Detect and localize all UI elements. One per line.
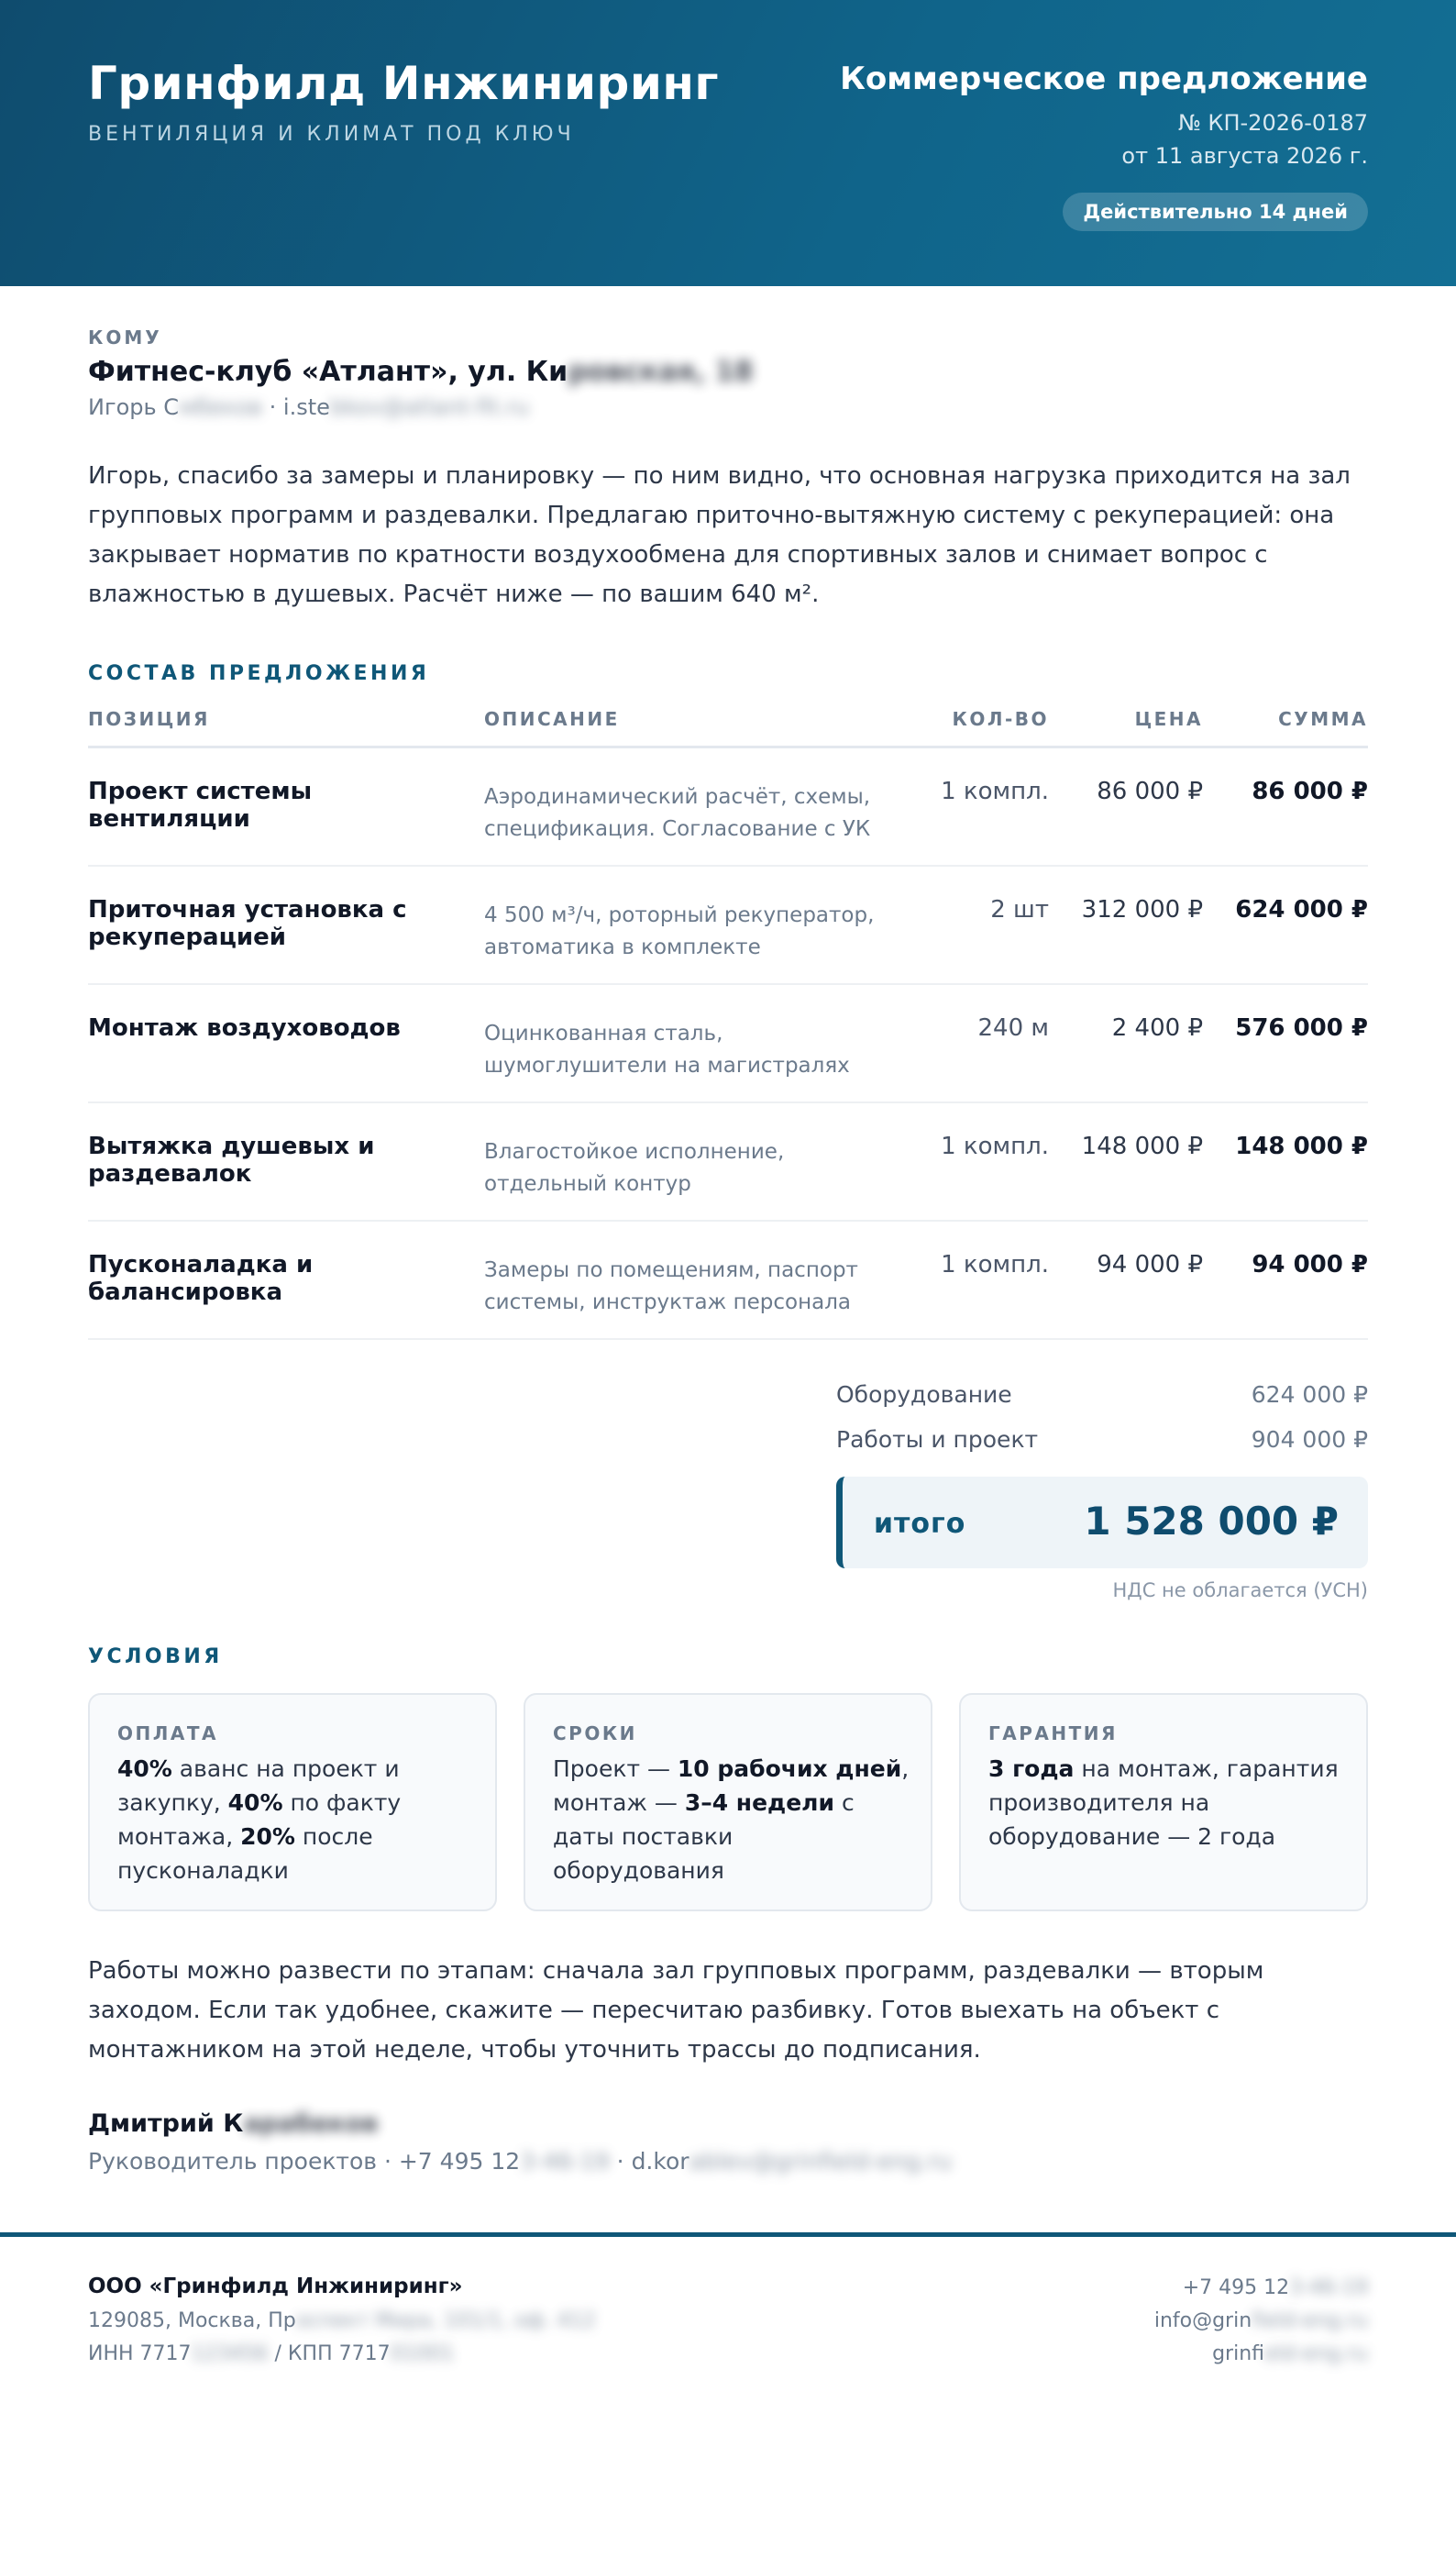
document-number: № КП-2026-0187 xyxy=(1177,110,1368,136)
footer-company: ООО «Гринфилд Инжиниринг» xyxy=(88,2275,463,2298)
redacted-text: арабеков xyxy=(243,2109,379,2138)
grand-total xyxy=(836,1477,1368,1568)
terms-section-title: УСЛОВИЯ xyxy=(88,1645,223,1668)
signer-role: Руководитель проектов xyxy=(88,2148,378,2175)
document-date: от 11 августа 2026 г. xyxy=(1121,143,1368,169)
document-header xyxy=(0,0,1456,286)
footer-email[interactable]: info@grinfield-eng.ru xyxy=(1153,2309,1368,2332)
redacted-text: 3-46-19 xyxy=(520,2148,610,2175)
row-description: Аэродинамический расчёт, схемы, спецификация. Согласование с УК xyxy=(484,785,871,841)
footer-phone[interactable]: +7 495 123-46-19 xyxy=(1182,2276,1368,2299)
redacted-text: ровская, 18 xyxy=(568,356,754,388)
redacted-text: field-eng.ru xyxy=(1252,2309,1368,2332)
recipient-label: КОМУ xyxy=(88,327,162,349)
row-qty: 1 компл. xyxy=(941,1251,1049,1278)
column-header-description: ОПИСАНИЕ xyxy=(484,708,620,730)
terms-card-warranty xyxy=(959,1693,1368,1911)
timing-label: СРОКИ xyxy=(553,1722,637,1744)
footer-divider xyxy=(0,2232,1456,2237)
subtotal-works-value: 904 000 ₽ xyxy=(1251,1426,1368,1453)
redacted-text: ablev@grinfield-eng.ru xyxy=(689,2148,952,2175)
validity-badge: Действительно 14 дней xyxy=(1063,193,1368,231)
row-qty: 1 компл. xyxy=(941,778,1049,805)
row-sum: 148 000 ₽ xyxy=(1235,1133,1368,1160)
footer-address: 129085, Москва, Проспект Мира, 101/1, оф. 412 xyxy=(88,2309,596,2332)
signer-phone[interactable]: +7 495 12 xyxy=(398,2148,521,2175)
column-header-price: ЦЕНА xyxy=(1134,708,1203,730)
warranty-label: ГАРАНТИЯ xyxy=(988,1722,1118,1744)
row-sum: 576 000 ₽ xyxy=(1235,1014,1368,1042)
row-description: 4 500 м³/ч, роторный рекуператор, автоматика в комплекте xyxy=(484,903,875,959)
row-item: Проект системы вентиляции xyxy=(88,778,313,833)
signer-email[interactable]: d.kor xyxy=(631,2148,689,2175)
subtotal-equipment-value: 624 000 ₽ xyxy=(1251,1381,1368,1408)
row-description: Замеры по помещениям, паспорт системы, инструктаж персонала xyxy=(484,1258,858,1314)
recipient-email[interactable]: i.ste xyxy=(282,394,330,420)
recipient-contact: Игорь Смбеков · i.stebkov@atlant-fit.ru xyxy=(88,394,530,420)
redacted-text: оспект Мира, 101/1, оф. 412 xyxy=(295,2309,596,2332)
offer-section-title: СОСТАВ ПРЕДЛОЖЕНИЯ xyxy=(88,662,430,685)
redacted-text: мбеков xyxy=(179,394,263,420)
row-price: 148 000 ₽ xyxy=(1081,1133,1203,1160)
row-qty: 2 шт xyxy=(990,896,1049,924)
redacted-text: 3-46-19 xyxy=(1289,2276,1368,2299)
row-sum: 86 000 ₽ xyxy=(1252,778,1368,805)
row-price: 2 400 ₽ xyxy=(1111,1014,1203,1042)
column-header-sum: СУММА xyxy=(1278,708,1368,730)
row-item: Монтаж воздуховодов xyxy=(88,1014,401,1042)
terms-card-payment xyxy=(88,1693,497,1911)
document-title: Коммерческое предложение xyxy=(840,61,1368,97)
payment-text: 40% аванс на проект и закупку, 40% по факту монтажа, 20% после пусконаладки xyxy=(117,1755,402,1884)
row-qty: 1 компл. xyxy=(941,1133,1049,1160)
terms-card-timing xyxy=(524,1693,932,1911)
row-price: 86 000 ₽ xyxy=(1097,778,1203,805)
row-item: Приточная установка с рекуперацией xyxy=(88,896,407,951)
row-price: 312 000 ₽ xyxy=(1081,896,1203,924)
grand-total-value: 1 528 000 ₽ xyxy=(1084,1499,1339,1544)
signer-name: Дмитрий Карабеков xyxy=(88,2109,379,2138)
row-description: Оцинкованная сталь, шумоглушители на магистралях xyxy=(484,1022,850,1078)
table-header xyxy=(88,704,1368,748)
footer-inn-kpp: ИНН 7717123456 / КПП 771701001 xyxy=(88,2342,455,2365)
timing-text: Проект — 10 рабочих дней, монтаж — 3–4 недели с даты поставки оборудования xyxy=(553,1755,910,1884)
row-description: Влагостойкое исполнение, отдельный контур xyxy=(484,1140,785,1196)
column-header-qty: КОЛ-ВО xyxy=(952,708,1049,730)
row-qty: 240 м xyxy=(977,1014,1049,1042)
row-item: Пусконаладка и балансировка xyxy=(88,1251,314,1306)
footer-website[interactable]: grinfield-eng.ru xyxy=(1212,2342,1368,2365)
table-row xyxy=(88,1103,1368,1222)
redacted-text: eld-eng.ru xyxy=(1264,2342,1368,2365)
warranty-text: 3 года на монтаж, гарантия производителя на оборудование — 2 года xyxy=(988,1755,1339,1850)
redacted-text: bkov@atlant-fit.ru xyxy=(329,394,530,420)
redacted-text: 01001 xyxy=(390,2342,455,2365)
subtotal-works-label: Работы и проект xyxy=(836,1426,1039,1453)
table-row xyxy=(88,1222,1368,1340)
column-header-item: ПОЗИЦИЯ xyxy=(88,708,210,730)
company-name: Гринфилд Инжиниринг xyxy=(88,57,720,110)
vat-note: НДС не облагается (УСН) xyxy=(1112,1579,1368,1601)
table-row xyxy=(88,748,1368,867)
grand-total-label: итого xyxy=(874,1508,966,1540)
table-row xyxy=(88,867,1368,985)
intro-paragraph: Игорь, спасибо за замеры и планировку — по ним видно, что основная нагрузка приходится на зал групповых программ и раздевалки. Предлагаю приточно-вытяжную систему с рекуперацией: она закрывает норматив по кратности воздухообмена для спортивных залов и снимает вопрос с влажностью в душевых. Расчёт ниже — по вашим 640 м². xyxy=(88,462,1351,608)
signer-contacts: Руководитель проектов · +7 495 123-46-19 · d.korablev@grinfield-eng.ru xyxy=(88,2148,952,2175)
company-tagline: ВЕНТИЛЯЦИЯ И КЛИМАТ ПОД КЛЮЧ xyxy=(88,123,575,146)
recipient-name: Фитнес-клуб «Атлант», ул. Кировская, 18 xyxy=(88,356,754,388)
row-sum: 94 000 ₽ xyxy=(1252,1251,1368,1278)
payment-label: ОПЛАТА xyxy=(117,1722,218,1744)
subtotal-equipment-label: Оборудование xyxy=(836,1381,1012,1408)
closing-paragraph: Работы можно развести по этапам: сначала зал групповых программ, раздевалки — вторым заходом. Если так удобнее, скажите — пересчитаю разбивку. Готов выехать на объект с монтажником на этой неделе, чтобы уточнить трассы до подписания. xyxy=(88,1957,1264,2064)
redacted-text: 123456 xyxy=(191,2342,269,2365)
offer-table xyxy=(88,704,1368,1340)
row-item: Вытяжка душевых и раздевалок xyxy=(88,1133,375,1188)
table-row xyxy=(88,985,1368,1103)
row-price: 94 000 ₽ xyxy=(1097,1251,1203,1278)
row-sum: 624 000 ₽ xyxy=(1235,896,1368,924)
